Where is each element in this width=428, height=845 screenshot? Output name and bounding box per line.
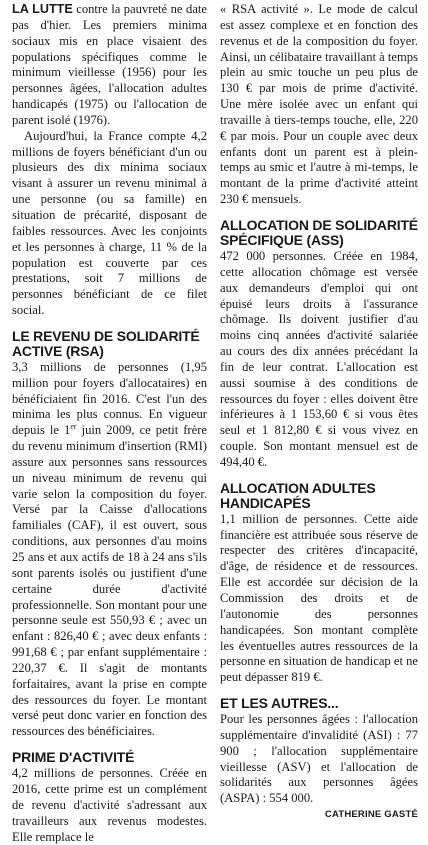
autres-paragraph: Pour les personnes âgées : l'allocation supplémentaire d'invalidité (ASI) : 77 900 ; l'allocation supplémentaire vieillesse (ASV) et l'allocation de solidarités aux personnes âgées (ASPA) : 554 000. <box>220 712 418 806</box>
author-byline: CATHERINE GASTÉ <box>324 809 418 821</box>
context-paragraph: Aujourd'hui, la France compte 4,2 millions de foyers bénéficiant d'un ou plusieurs des dix minima sociaux visant à assurer un revenu minimal à une personne (ou sa famille) en situation de précarité, disposant de faibles ressources. Avec les conjoints et les personnes à charge, 11 % de la population est couverte par ces prestations, soit 7 millions de personnes bénéficiant de ce filet social. <box>12 128 207 318</box>
prime-heading: PRIME D'ACTIVITÉ <box>12 749 135 766</box>
autres-heading: ET LES AUTRES... <box>220 695 339 712</box>
right-column <box>220 2 418 820</box>
rsa-heading: LE REVENU DE SOLIDARITÉ ACTIVE (RSA) <box>12 327 200 359</box>
intro-paragraph <box>12 2 207 129</box>
aah-paragraph: 1,1 million de personnes. Cette aide financière est attribuée sous réserve de respecter des critères d'incapacité, d'âge, de résidence et de ressources. Elle est accordée sur décision de la Commission des droits et de l'autonomie des personnes handicapées. Son montant complète les éventuelles autres ressources de la personne en situation de handicap et ne peut dépasser 819 €. <box>220 511 418 685</box>
intro-text: contre la pauvreté ne date pas d'hier. Les premiers minima sociaux mis en place visaient des populations spécifiques comme le minimum vieillesse (1956) pour les personnes âgées, l'allocation adultes handicapés (1975) ou l'allocation de parent isolé (1976). <box>12 2 207 127</box>
ass-paragraph: 472 000 personnes. Créée en 1984, cette allocation chômage est versée aux demandeurs d'emploi qui ont épuisé leurs droits à l'assurance chômage. Ils doivent justifier d'au moins cinq années d'activité salariée au cours des dix années précédant la fin de leur contrat. L'allocation est aussi soumise à des conditions de ressources du foyer : elles doivent être inférieures à 1 153,60 € si vous êtes seul et 1 812,80 € si vous vivez en couple. Son montant mensuel est de 494,40 €. <box>220 248 418 469</box>
left-column <box>12 2 207 845</box>
intro-lead: LA LUTTE <box>12 2 73 16</box>
rsa-ordinal: er <box>70 422 77 432</box>
rsa-text-end: juin 2009, ce petit frère du revenu minimum d'insertion (RMI) assure aux personnes sans ressources un niveau minimum de revenu qui varie selon la composition du foyer. Versé par la Caisse d'allocations familiales (CAF), il est ouvert, sous conditions, aux personnes d'au moins 25 ans et aux actifs de 18 à 24 ans s'ils sont parents isolés ou justifient d'une certaine durée d'activité professionnelle. Son montant pour une personne seule est 550,93 € ; avec un enfant : 826,40 € ; avec deux enfants : 991,68 € ; par enfant supplémentaire : 220,37 €. Il s'agit de montants forfaitaires, avant la prise en compte des ressources du foyer. Le montant versé peut donc varier en fonction des ressources des bénéficiaires. <box>12 423 207 739</box>
ass-heading: ALLOCATION DE SOLIDARITÉ SPÉCIFIQUE (ASS) <box>220 216 418 248</box>
aah-heading: ALLOCATION ADULTES HANDICAPÉS <box>220 479 376 511</box>
prime-paragraph: 4,2 millions de personnes. Créée en 2016, cette prime est un complément de revenu d'activité s'adressant aux travailleurs aux revenus modestes. Elle remplace le <box>12 766 207 844</box>
rsa-paragraph <box>12 360 207 740</box>
prime-continued-paragraph: « RSA activité ». Le mode de calcul est assez complexe et en fonction des revenus et de la composition du foyer. Ainsi, un célibataire travaillant à temps plein au smic touche un peu plus de 130 € par mois de prime d'activité. Une mère isolée avec un enfant qui travaille à tiers-temps touche, elle, 220 € par mois. Pour un couple avec deux enfants dont un parent est à plein-temps au smic et l'autre à mi-temps, le montant de la prime d'activité atteint 230 € mensuels. <box>220 2 418 207</box>
rsa-text-start: 3,3 millions de personnes (1,95 million pour foyers d'allocataires) en bénéficiaient fin 2016. C'est l'un des minima les plus connus. En vigueur depuis le 1 <box>12 359 207 438</box>
